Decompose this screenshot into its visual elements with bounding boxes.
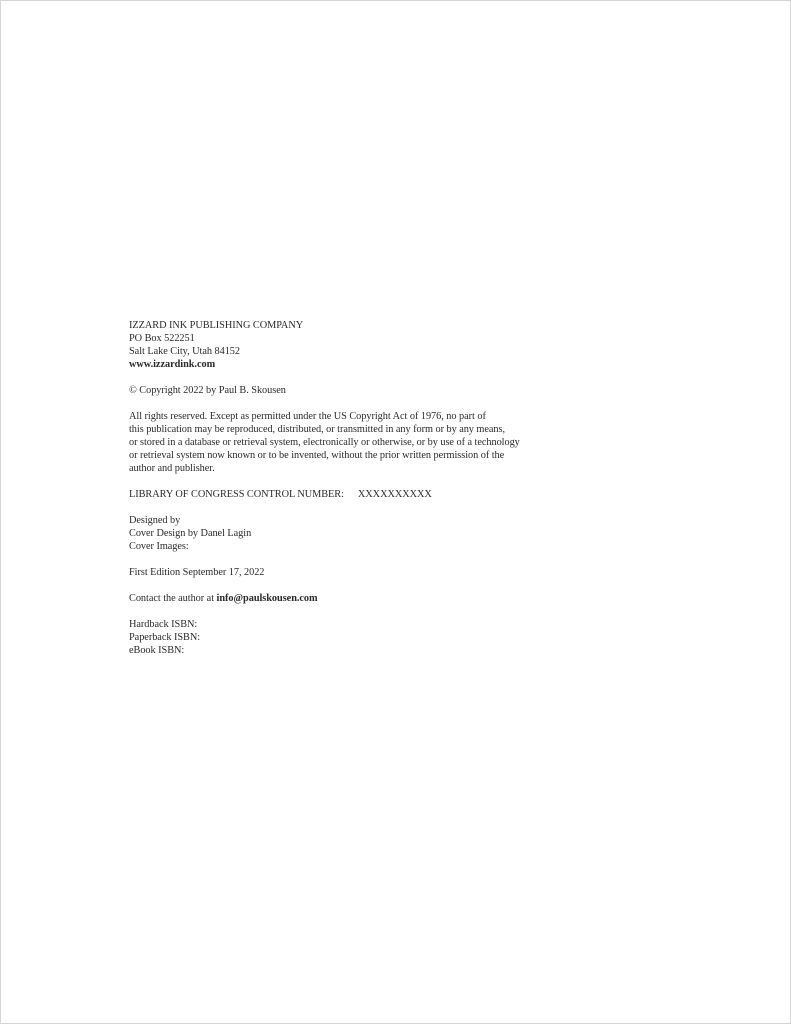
lccn-line xyxy=(129,488,549,501)
rights-line: this publication may be reproduced, distributed, or transmitted in any form or by any means, xyxy=(129,424,506,435)
rights-reserved-paragraph xyxy=(129,410,549,475)
rights-line: All rights reserved. Except as permitted under the US Copyright Act of 1976, no part of xyxy=(129,411,486,422)
lccn-value: XXXXXXXXXX xyxy=(357,489,432,500)
copyright-content xyxy=(129,319,549,657)
copyright-notice: © Copyright 2022 by Paul B. Skousen xyxy=(129,385,286,396)
lccn-label: LIBRARY OF CONGRESS CONTROL NUMBER: xyxy=(129,489,344,500)
rights-line: or retrieval system now known or to be invented, without the prior written permission of the xyxy=(129,450,505,461)
contact-prefix: Contact the author at xyxy=(129,593,217,604)
isbn-block xyxy=(129,618,549,657)
cover-design-credit: Cover Design by Danel Lagin xyxy=(129,528,252,539)
publisher-name: IZZARD INK PUBLISHING COMPANY xyxy=(129,320,304,331)
contact-block xyxy=(129,592,549,605)
publisher-website: www.izzardink.com xyxy=(129,359,216,370)
lccn-block xyxy=(129,488,549,501)
designed-by: Designed by xyxy=(129,515,181,526)
publisher-city-state: Salt Lake City, Utah 84152 xyxy=(129,346,240,357)
rights-line: or stored in a database or retrieval system, electronically or otherwise, or by use of a technology xyxy=(129,437,520,448)
contact-line xyxy=(129,592,549,605)
cover-images-credit: Cover Images: xyxy=(129,541,189,552)
edition-block xyxy=(129,566,549,579)
rights-line: author and publisher. xyxy=(129,463,215,474)
isbn-paperback: Paperback ISBN: xyxy=(129,632,201,643)
credits-block xyxy=(129,514,549,553)
edition-date: First Edition September 17, 2022 xyxy=(129,567,265,578)
publisher-po-box: PO Box 522251 xyxy=(129,333,195,344)
isbn-ebook: eBook ISBN: xyxy=(129,645,185,656)
publisher-block xyxy=(129,319,549,371)
isbn-hardback: Hardback ISBN: xyxy=(129,619,198,630)
contact-email: info@paulskousen.com xyxy=(216,593,318,604)
copyright-notice-block xyxy=(129,384,549,397)
